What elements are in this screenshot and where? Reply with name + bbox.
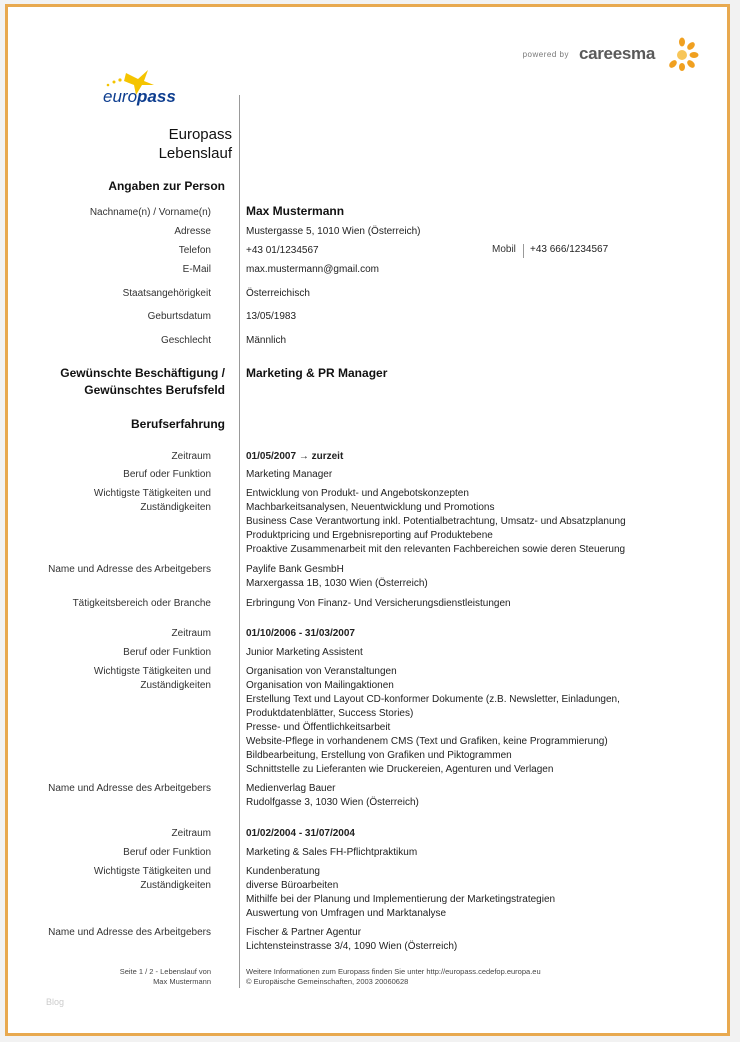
employer-name: Fischer & Partner Agentur (246, 927, 362, 938)
careesma-brand (523, 37, 699, 71)
watermark: Blog (46, 997, 65, 1007)
section-experience: Berufserfahrung (130, 417, 225, 431)
tasks-list (246, 487, 626, 557)
column-divider (239, 95, 240, 988)
label-period: Zeitraum (171, 828, 211, 839)
page-frame (5, 4, 730, 1036)
value-role: Marketing Manager (246, 469, 333, 480)
brand-name: careesma (578, 44, 655, 63)
value-role: Junior Marketing Assistent (246, 647, 363, 658)
mobile-separator (523, 244, 524, 258)
title-line-2: Lebenslauf (158, 145, 232, 162)
desired-label-2: Gewünschtes Berufsfeld (84, 383, 225, 397)
label-mobile: Mobil (492, 244, 516, 255)
employer-address: Rudolfgasse 3, 1030 Wien (Österreich) (246, 797, 419, 808)
value-phone: +43 01/1234567 (246, 245, 319, 256)
label-tasks-line-2: Zuständigkeiten (140, 502, 211, 513)
task-item: Business Case Verantwortung inkl. Potentialbetrachtung, Umsatz- und Absatzplanung (246, 516, 626, 527)
value-nationality: Österreichisch (246, 288, 310, 299)
value-sector: Erbringung Von Finanz- Und Versicherungsdienstleistungen (246, 598, 511, 609)
label-role: Beruf oder Funktion (123, 647, 211, 658)
value-period: 01/05/2007 → zurzeit (246, 451, 344, 462)
value-employer (246, 926, 457, 954)
task-item: Organisation von Veranstaltungen (246, 666, 397, 677)
employer-address: Lichtensteinstrasse 3/4, 1090 Wien (Österreich) (246, 941, 458, 952)
footer-info (246, 967, 541, 987)
powered-by-text: powered by (522, 49, 569, 59)
task-item: Organisation von Mailingaktionen (246, 680, 394, 691)
task-item: Machbarkeitsanalysen, Neuentwicklung und Promotions (246, 502, 495, 513)
footer-divider (239, 965, 240, 987)
label-period: Zeitraum (171, 628, 211, 639)
value-name: Max Mustermann (246, 204, 345, 218)
label-period: Zeitraum (171, 451, 211, 462)
value-period: 01/10/2006 - 31/03/2007 (246, 628, 355, 639)
label-tasks-line-1: Wichtigste Tätigkeiten und (93, 666, 211, 677)
logo-text-euro: euro (103, 87, 138, 106)
employer-name: Medienverlag Bauer (246, 783, 336, 794)
label-phone: Telefon (178, 245, 211, 256)
logo-text-pass: pass (137, 87, 176, 106)
footer-info-line-2: © Europäische Gemeinschaften, 2003 20060628 (246, 977, 409, 986)
section-personal: Angaben zur Person (108, 179, 225, 193)
task-item: Schnittstelle zu Lieferanten wie Druckereien, Agenturen und Verlagen (246, 764, 554, 775)
value-role: Marketing & Sales FH-Pflichtpraktikum (246, 847, 418, 858)
task-item: Produktdatenblätter, Success Stories) (246, 708, 414, 719)
footer-page-line-1: Seite 1 / 2 - Lebenslauf von (119, 967, 211, 976)
footer-info-line-1: Weitere Informationen zum Europass finden Sie unter http://europass.cedefop.europa.eu (246, 967, 541, 976)
label-role: Beruf oder Funktion (123, 847, 211, 858)
label-sector: Tätigkeitsbereich oder Branche (72, 598, 211, 609)
value-desired-job: Marketing & PR Manager (246, 366, 388, 380)
value-period: 01/02/2004 - 31/07/2004 (246, 828, 355, 839)
task-item: Kundenberatung (246, 866, 320, 877)
task-item: Mithilfe bei der Planung und Implementierung der Marketingstrategien (246, 894, 556, 905)
label-role: Beruf oder Funktion (123, 469, 211, 480)
label-employer: Name und Adresse des Arbeitgebers (48, 783, 211, 794)
desired-label-1: Gewünschte Beschäftigung / (60, 366, 225, 380)
task-item: Website-Pflege in vorhandenem CMS (Text und Grafiken, keine Programmierung) (246, 736, 608, 747)
label-birthdate: Geburtsdatum (147, 311, 211, 322)
tasks-list (246, 665, 620, 777)
label-tasks-line-1: Wichtigste Tätigkeiten und (93, 866, 211, 877)
employer-name: Paylife Bank GesmbH (246, 564, 344, 575)
document-title (108, 125, 232, 163)
label-email: E-Mail (182, 264, 211, 275)
task-item: Produktpricing und Ergebnisreporting auf Produktebene (246, 530, 493, 541)
label-gender: Geschlecht (160, 335, 211, 346)
label-nationality: Staatsangehörigkeit (122, 288, 211, 299)
task-item: Bildbearbeitung, Erstellung von Grafiken und Piktogrammen (246, 750, 512, 761)
section-desired-job (60, 365, 225, 399)
footer-page-info (120, 967, 211, 987)
task-item: Presse- und Öffentlichkeitsarbeit (246, 722, 391, 733)
employer-address: Marxergassa 1B, 1030 Wien (Österreich) (246, 578, 428, 589)
value-gender: Männlich (246, 335, 287, 346)
label-employer: Name und Adresse des Arbeitgebers (48, 927, 211, 938)
value-employer (246, 782, 419, 810)
label-name: Nachname(n) / Vorname(n) (89, 207, 211, 218)
value-employer (246, 563, 428, 591)
task-item: Proaktive Zusammenarbeit mit den relevanten Fachbereichen sowie deren Steuerung (246, 544, 626, 555)
task-item: Auswertung von Umfragen und Marktanalyse (246, 908, 447, 919)
footer-page-line-2: Max Mustermann (153, 977, 211, 986)
label-tasks (94, 865, 211, 893)
label-tasks-line-1: Wichtigste Tätigkeiten und (93, 488, 211, 499)
label-address: Adresse (174, 226, 211, 237)
task-item: Entwicklung von Produkt- und Angebotskonzepten (246, 488, 469, 499)
task-item: diverse Büroarbeiten (246, 880, 339, 891)
task-item: Erstellung Text und Layout CD-konformer Dokumente (z.B. Newsletter, Einladungen, (246, 694, 620, 705)
tasks-list (246, 865, 555, 921)
value-address: Mustergasse 5, 1010 Wien (Österreich) (246, 226, 421, 237)
europass-logo-text (103, 87, 176, 107)
value-mobile: +43 666/1234567 (530, 244, 609, 255)
sun-icon (665, 37, 699, 71)
value-email: max.mustermann@gmail.com (246, 264, 379, 275)
label-employer: Name und Adresse des Arbeitgebers (48, 564, 211, 575)
label-tasks-line-2: Zuständigkeiten (140, 680, 211, 691)
label-tasks-line-2: Zuständigkeiten (140, 880, 211, 891)
title-line-1: Europass (168, 126, 232, 143)
value-birthdate: 13/05/1983 (246, 311, 297, 322)
label-tasks (94, 665, 211, 693)
label-tasks (94, 487, 211, 515)
